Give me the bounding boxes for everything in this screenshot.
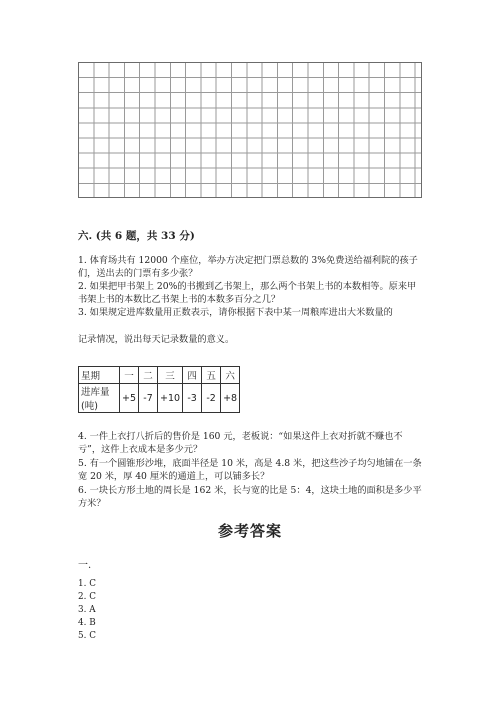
table-cell: -3 <box>183 384 202 413</box>
answer-item: 4. B <box>78 618 96 628</box>
grain-record-table <box>78 366 240 413</box>
table-row <box>79 367 240 384</box>
table-cell: 三 <box>158 367 183 384</box>
question-6: 6. 一块长方形土地的周长是 162 米，长与宽的比是 5：4，这块土地的面积是多少平方米？ <box>78 485 422 510</box>
table-cell: 六 <box>221 367 240 384</box>
question-5: 5. 有一个圆锥形沙堆，底面半径是 10 米，高是 4.8 米，把这些沙子均匀地铺在一条宽 20 米，厚 40 厘米的通道上，可以铺多长？ <box>78 458 422 483</box>
table-cell: 五 <box>202 367 221 384</box>
table-cell: 进库量(吨) <box>79 384 120 413</box>
writing-grid <box>78 62 422 198</box>
answer-item: 3. A <box>78 605 96 615</box>
section-title: 六. (共 6 题，共 33 分) <box>78 230 195 242</box>
table-cell: 星期 <box>79 367 120 384</box>
table-cell: +10 <box>158 384 183 413</box>
answers-title: 参考答案 <box>217 522 282 540</box>
table-cell: +8 <box>221 384 240 413</box>
table-row <box>79 384 240 413</box>
table-cell: -2 <box>202 384 221 413</box>
table-cell: -7 <box>139 384 158 413</box>
table-cell: +5 <box>120 384 139 413</box>
table-cell: 二 <box>139 367 158 384</box>
answer-item: 1. C <box>78 579 96 589</box>
table-cell: 四 <box>183 367 202 384</box>
table-cell: 一 <box>120 367 139 384</box>
answer-item: 5. C <box>78 631 96 641</box>
question-3-continued: 记录情况，说出每天记录数量的意义。 <box>78 334 235 345</box>
question-4: 4. 一件上衣打八折后的售价是 160 元，老板说：“如果这件上衣对折就不赚也不亏”，这件上衣成本是多少元？ <box>78 431 403 456</box>
question-2: 2. 如果把甲书架上 20%的书搬到乙书架上，那么两个书架上书的本数相等。原来甲书架上书的本数比乙书架上书的本数多百分之几？ <box>78 281 417 306</box>
question-3: 3. 如果规定进库数量用正数表示，请你根据下表中某一周粮库进出大米数量的 <box>78 307 393 318</box>
answers-part-label: 一. <box>78 560 92 571</box>
question-1: 1. 体育场共有 12000 个座位，举办方决定把门票总数的 3%免费送给福利院的孩子们，送出去的门票有多少张？ <box>78 255 418 280</box>
answer-item: 2. C <box>78 592 96 602</box>
